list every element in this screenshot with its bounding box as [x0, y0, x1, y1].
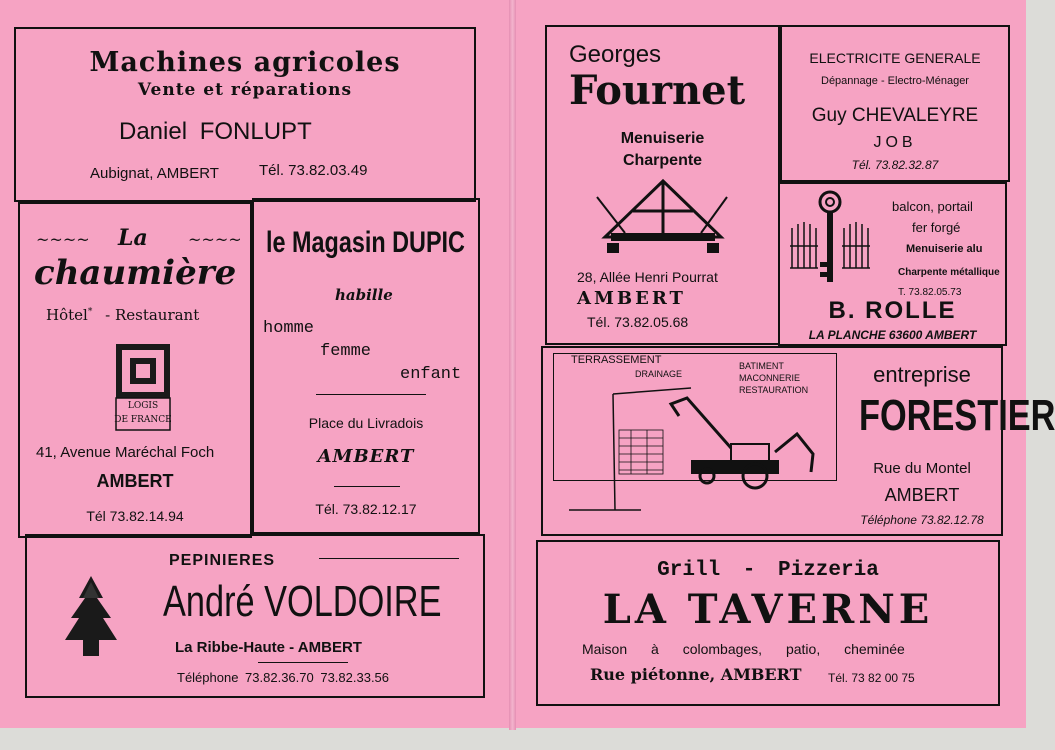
ad-line-2: fer forgé	[912, 220, 961, 235]
divider	[258, 662, 348, 663]
ad-phones: Téléphone 73.82.36.70 73.82.33.56	[177, 670, 390, 685]
ad-phone: Tél. 73.82.12.17	[315, 501, 417, 517]
ad-rolle	[778, 182, 1007, 346]
ad-chaumiere	[18, 202, 252, 538]
ad-phone: Tél. 73.82.32.87	[851, 158, 939, 172]
ad-address: Rue piétonne, AMBERT	[590, 665, 802, 684]
ad-description: Maison à colombages, patio, cheminée	[582, 641, 905, 657]
hotel-label: Hôtel	[46, 306, 88, 324]
divider	[316, 394, 426, 395]
ad-last-name: Fournet	[569, 67, 746, 114]
ad-taverne	[536, 540, 1000, 706]
ad-place: JOB	[873, 134, 917, 151]
ad-line-homme: homme	[263, 319, 315, 338]
ad-heading: Grill - Pizzeria	[657, 559, 879, 582]
ad-phone: Tél. 73 82 00 75	[828, 671, 915, 685]
ad-city: AMBERT	[317, 446, 415, 467]
ad-title-la: La	[118, 225, 148, 251]
decor-tilde-left: ~~~~	[36, 230, 90, 249]
label-restauration: RESTAURATION	[739, 385, 809, 395]
ad-trade-2: Charpente	[622, 152, 703, 169]
fir-tree-icon	[59, 576, 123, 668]
label-maconnerie: MACONNERIE	[739, 373, 801, 383]
binding-gutter	[509, 0, 516, 730]
ad-address: Place du Livradois	[308, 415, 424, 431]
ad-headline: Machines agricoles	[89, 47, 401, 78]
label-terrassement: TERRASSEMENT	[571, 354, 662, 366]
carpentry-frame-icon	[597, 177, 727, 257]
decor-tilde-right: ~~~~	[188, 230, 242, 249]
ad-phone: Téléphone 73.82.12.78	[860, 513, 984, 527]
ad-dupic	[252, 198, 480, 534]
ad-name: FORESTIER	[859, 391, 1055, 440]
logo-text-2: DE FRANCE	[114, 415, 172, 425]
ad-address: 41, Avenue Maréchal Foch	[36, 444, 215, 461]
ad-city: AMBERT	[96, 471, 174, 491]
ad-title: chaumière	[34, 253, 237, 293]
ad-title: le Magasin DUPIC	[266, 226, 465, 259]
ad-chevaleyre	[780, 25, 1010, 182]
restaurant-label: - Restaurant	[105, 306, 200, 324]
ad-name: André VOLDOIRE	[163, 577, 442, 626]
divider	[334, 486, 400, 487]
ad-trade-1: Menuiserie	[620, 130, 705, 147]
ad-address: Aubignat, AMBERT	[90, 165, 219, 182]
ad-name: B. ROLLE	[828, 297, 957, 324]
ad-line-4: Charpente métallique	[898, 267, 1000, 278]
wrought-iron-gate-key-icon	[784, 190, 880, 286]
name-last: FONLUPT	[199, 118, 312, 145]
ad-tagline: habille	[335, 286, 393, 304]
ad-address: 28, Allée Henri Pourrat	[577, 269, 718, 285]
ad-phone: Tél. 73.82.05.68	[587, 314, 689, 330]
ad-name: Guy CHEVALEYRE	[811, 105, 979, 126]
name-first: Daniel	[119, 118, 188, 145]
ad-city: AMBERT	[884, 485, 960, 505]
label-batiment: BATIMENT	[739, 361, 784, 371]
ad-address: La Ribbe-Haute - AMBERT	[175, 639, 362, 656]
ad-phone: T. 73.82.05.73	[898, 287, 962, 298]
ad-name: LA TAVERNE	[602, 586, 934, 633]
ad-city: AMBERT	[577, 288, 686, 309]
ad-forestier	[541, 346, 1055, 536]
ad-first-name: Georges	[569, 41, 662, 68]
ad-line-3: Menuiserie alu	[906, 243, 983, 255]
ad-fournet	[545, 25, 780, 345]
label-drainage: DRAINAGE	[635, 369, 683, 379]
ad-heading: PEPINIERES	[169, 552, 276, 569]
logo-text-1: LOGIS	[127, 401, 159, 411]
ad-sub: Dépannage - Electro-Ménager	[821, 75, 969, 87]
ad-phone: Tél 73.82.14.94	[86, 508, 184, 524]
ad-voldoire	[25, 534, 485, 698]
ad-line-enfant: enfant	[400, 365, 462, 384]
heading-rule	[319, 558, 459, 559]
ad-name	[119, 120, 312, 144]
ad-address: Rue du Montel	[873, 460, 971, 477]
ad-line-1: balcon, portail	[892, 199, 973, 214]
ad-subline: Vente et réparations	[137, 80, 353, 100]
ad-line-femme: femme	[320, 342, 372, 361]
ad-heading: ELECTRICITE GENERALE	[809, 50, 981, 66]
ad-phone: Tél. 73.82.03.49	[259, 162, 368, 179]
ad-fonlupt	[14, 27, 476, 202]
ad-heading: entreprise	[873, 362, 971, 387]
ad-hotel: Hôtel* - Restaurant	[46, 306, 200, 324]
ad-address: LA PLANCHE 63600 AMBERT	[808, 328, 977, 342]
backhoe-construction-illustration	[561, 382, 831, 522]
